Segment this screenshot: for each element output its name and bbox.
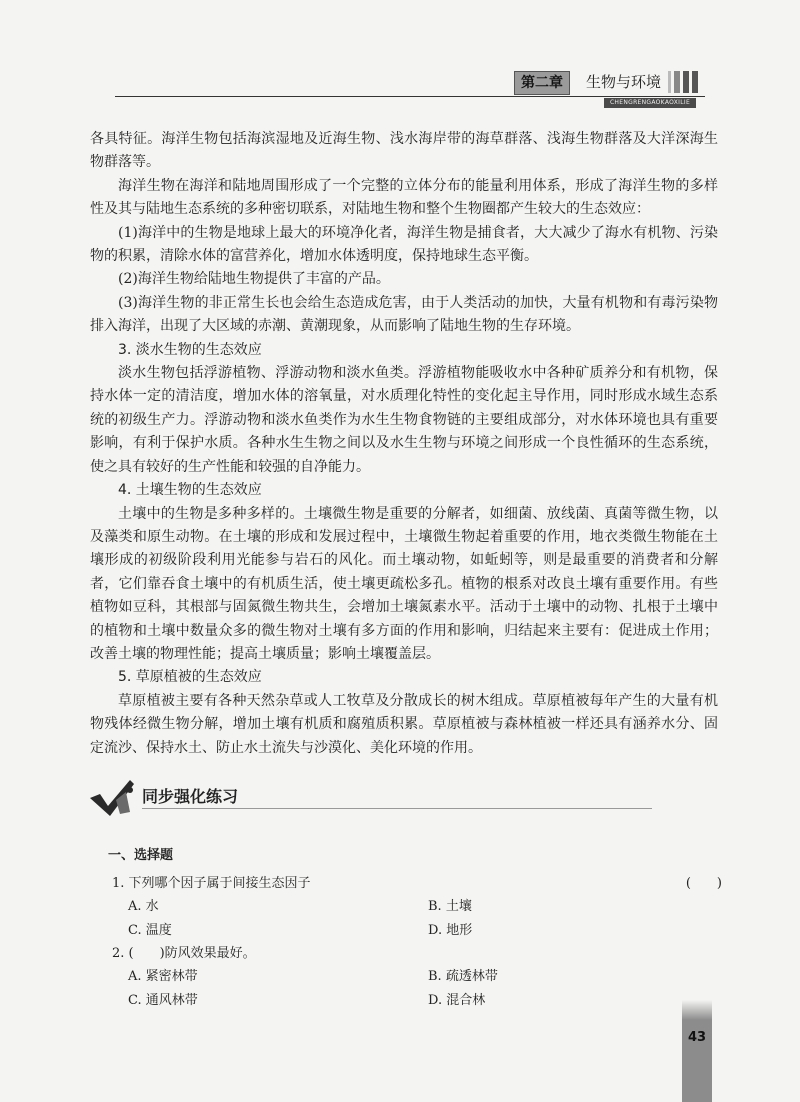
page-number: 43 — [682, 1020, 712, 1102]
answer-bracket: ( ) — [685, 876, 722, 891]
checkmark-icon — [86, 778, 138, 818]
option: D. 地形 — [428, 923, 473, 938]
series-pinyin: CHENGRENGAOKAOXILIE — [604, 98, 696, 108]
quiz-section-title: 一、选择题 — [108, 848, 174, 863]
header-rule — [115, 96, 705, 97]
option: C. 温度 — [128, 923, 172, 938]
page-header — [0, 0, 800, 110]
section-heading: 3. 淡水生物的生态效应 — [118, 341, 262, 358]
practice-banner — [86, 778, 706, 818]
question-text: 2. ( )防风效果最好。 — [112, 946, 256, 961]
paragraph: 淡水生物包括浮游植物、浮游动物和淡水鱼类。浮游植物能吸收水中各种矿质养分和有机物，保持水体一定的清洁度，增加水体的溶氧量，对水质理化特性的变化起主导作用，同时形成水域生态系统的初级生产力。浮游动物和淡水鱼类作为水生生物食物链的主要组成部分，对水体环境也具有重要影响，有利于保护水质。各种水生生物之间以及水生生物与环境之间形成一个良性循环的生态系统，使之具有较好的生产性能和较强的自净能力。 — [90, 365, 718, 475]
question-text: 1. 下列哪个因子属于间接生态因子 — [112, 876, 311, 891]
option: A. 水 — [128, 899, 159, 914]
section-heading: 5. 草原植被的生态效应 — [118, 669, 262, 686]
paragraph: (3)海洋生物的非正常生长也会给生态造成危害，由于人类活动的加快，大量有机物和有毒污染物排入海洋，出现了大区域的赤潮、黄潮现象，从而影响了陆地生物的生存环境。 — [90, 294, 718, 335]
quiz-section — [108, 844, 722, 1013]
option: A. 紧密林带 — [128, 969, 198, 984]
options — [112, 965, 722, 1013]
paragraph: 海洋生物在海洋和陆地周围形成了一个完整的立体分布的能量利用体系，形成了海洋生物的多样性及其与陆地生态系统的多种密切联系，对陆地生物和整个生物圈都产生较大的生态效应： — [90, 177, 718, 218]
options — [112, 895, 722, 943]
paragraph: (2)海洋生物给陆地生物提供了丰富的产品。 — [118, 271, 390, 288]
option: C. 通风林带 — [128, 993, 198, 1008]
paragraph: 草原植被主要有各种天然杂草或人工牧草及分散成长的树木组成。草原植被每年产生的大量有机物残体经微生物分解，增加土壤有机质和腐殖质积累。草原植被与森林植被一样还具有涵养水分、固定流沙、保持水土、防止水土流失与沙漠化、美化环境的作用。 — [90, 692, 718, 756]
chapter-title: 生物与环境 — [586, 73, 662, 91]
question — [112, 873, 722, 895]
option: D. 混合林 — [428, 993, 486, 1008]
section-heading: 4. 土壤生物的生态效应 — [118, 482, 262, 499]
question — [112, 943, 722, 965]
header-decoration — [668, 71, 698, 93]
chapter-label: 第二章 — [514, 71, 570, 95]
option: B. 土壤 — [428, 899, 472, 914]
option: B. 疏透林带 — [428, 969, 498, 984]
paragraph: 土壤中的生物是多种多样的。土壤微生物是重要的分解者，如细菌、放线菌、真菌等微生物，以及藻类和原生动物。在土壤的形成和发展过程中，土壤微生物起着重要的作用，地衣类微生物能在土壤形成的初级阶段利用光能参与岩石的风化。而土壤动物，如蚯蚓等，则是最重要的消费者和分解者，它们靠吞食土壤中的有机质生活，使土壤更疏松多孔。植物的根系对改良土壤有重要作用。有些植物如豆科，其根部与固氮微生物共生，会增加土壤氮素水平。活动于土壤中的动物、扎根于土壤中的植物和土壤中数量众多的微生物对土壤有多方面的作用和影响，归结起来主要有：促进成土作用；改善土壤的物理性能；提高土壤质量；影响土壤覆盖层。 — [90, 505, 718, 662]
practice-title: 同步强化练习 — [142, 787, 239, 806]
body-text — [90, 128, 718, 760]
paragraph: (1)海洋中的生物是地球上最大的环境净化者，海洋生物是捕食者，大大减少了海水有机物、污染物的积累，清除水体的富营养化，增加水体透明度，保持地球生态平衡。 — [90, 224, 718, 265]
page-tab-gradient — [682, 1000, 712, 1020]
paragraph: 各具特征。海洋生物包括海滨湿地及近海生物、浅水海岸带的海草群落、浅海生物群落及大洋深海生物群落等。 — [90, 131, 718, 171]
practice-rule — [142, 808, 652, 809]
